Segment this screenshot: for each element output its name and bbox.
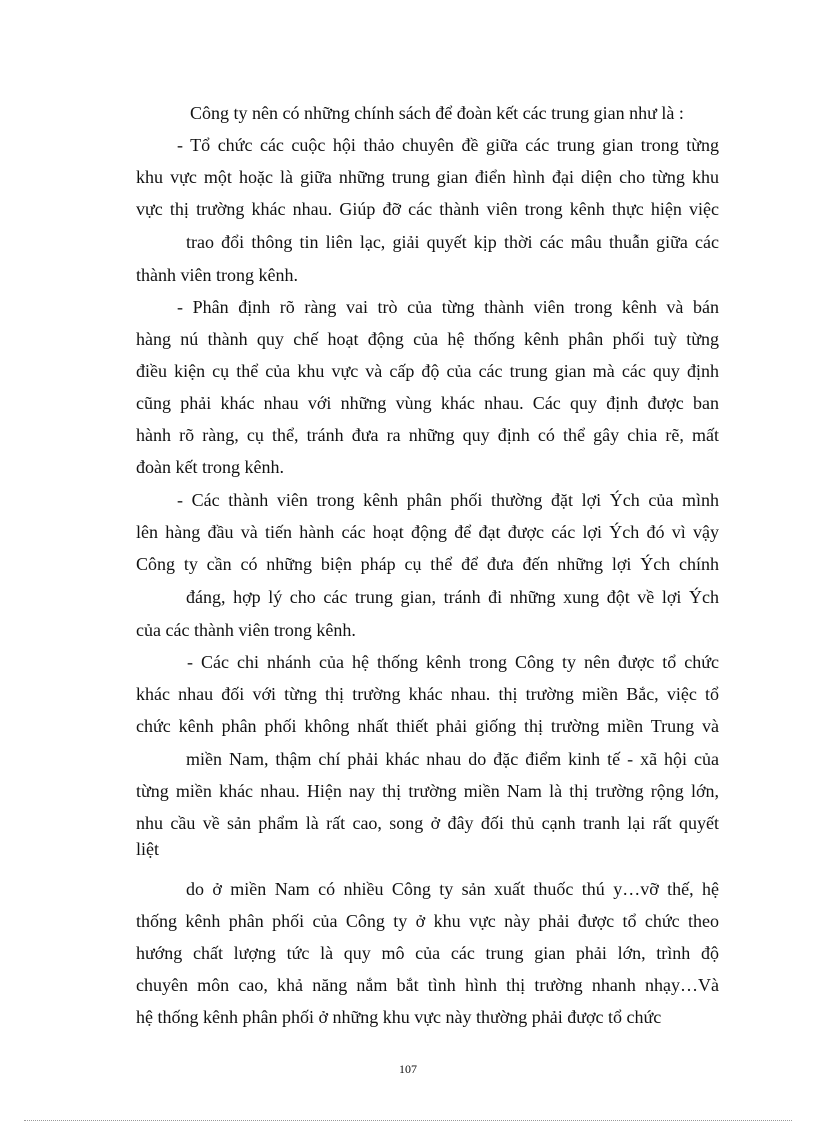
text-line: vực thị trường khác nhau. Giúp đỡ các thành viên trong kênh thực hiện việc	[136, 199, 719, 219]
text-line: khác nhau đối với từng thị trường khác nhau. thị trường miền Bắc, việc tổ	[136, 684, 719, 704]
text-line: cũng phải khác nhau với những vùng khác nhau. Các quy định được ban	[136, 393, 719, 413]
text-line: điều kiện cụ thể của khu vực và cấp độ của các trung gian mà các quy định	[136, 361, 719, 381]
page-number: 107	[399, 1062, 417, 1076]
text-line: Công ty nên có những chính sách để đoàn kết các trung gian như là :	[190, 103, 684, 123]
text-line: lên hàng đầu và tiến hành các hoạt động để đạt được các lợi Ých đó vì vậy	[136, 522, 719, 542]
text-line: - Các thành viên trong kênh phân phối thường đặt lợi Ých của mình	[177, 490, 719, 510]
text-line: thành viên trong kênh.	[136, 265, 298, 285]
text-line: thống kênh phân phối của Công ty ở khu vực này phải được tổ chức theo	[136, 911, 719, 931]
text-line: của các thành viên trong kênh.	[136, 620, 356, 640]
text-line: đoàn kết trong kênh.	[136, 457, 284, 477]
text-line: hướng chất lượng tức là quy mô của các trung gian phải lớn, trình độ	[136, 943, 719, 963]
text-line: do ở miền Nam có nhiều Công ty sản xuất thuốc thú y…vỡ thế, hệ	[186, 879, 719, 899]
text-line: hàng nú thành quy chế hoạt động của hệ thống kênh phân phối tuỳ từng	[136, 329, 719, 349]
text-line: miền Nam, thậm chí phải khác nhau do đặc điểm kinh tế - xã hội của	[186, 749, 719, 769]
text-line: chức kênh phân phối không nhất thiết phải giống thị trường miền Trung và	[136, 716, 719, 736]
text-line: trao đổi thông tin liên lạc, giải quyết kịp thời các mâu thuẫn giữa các	[186, 232, 719, 252]
text-line: Công ty cần có những biện pháp cụ thể để đưa đến những lợi Ých chính	[136, 554, 719, 574]
text-line: hệ thống kênh phân phối ở những khu vực này thường phải được tổ chức	[136, 1007, 662, 1027]
text-line: - Tổ chức các cuộc hội thảo chuyên đề giữa các trung gian trong từng	[177, 135, 719, 155]
text-line: từng miền khác nhau. Hiện nay thị trường miền Nam là thị trường rộng lớn,	[136, 781, 719, 801]
text-line: liệt	[136, 839, 159, 859]
text-line: - Các chi nhánh của hệ thống kênh trong Công ty nên được tổ chức	[187, 652, 719, 672]
text-line: đáng, hợp lý cho các trung gian, tránh đi những xung đột về lợi Ých	[186, 587, 719, 607]
footer-divider	[24, 1120, 792, 1121]
text-line: - Phân định rõ ràng vai trò của từng thành viên trong kênh và bán	[177, 297, 719, 317]
text-line: hành rõ ràng, cụ thể, tránh đưa ra những quy định có thể gây chia rẽ, mất	[136, 425, 719, 445]
text-line: khu vực một hoặc là giữa những trung gian điển hình đại diện cho từng khu	[136, 167, 719, 187]
text-line: nhu cầu về sản phẩm là rất cao, song ở đây đối thủ cạnh tranh lại rất quyết	[136, 813, 719, 833]
text-line: chuyên môn cao, khả năng nắm bắt tình hình thị trường nhanh nhạy…Và	[136, 975, 719, 995]
